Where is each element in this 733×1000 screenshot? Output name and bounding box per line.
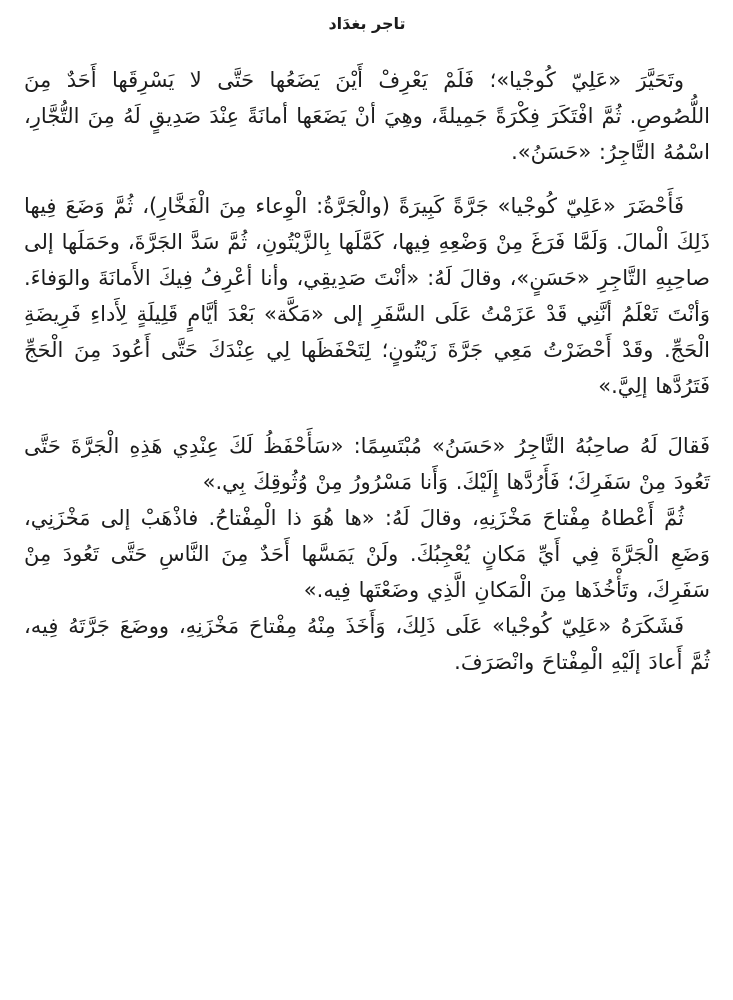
page-title: تاجر بغدَاد [328,14,406,33]
story-paragraph-2: فَأَحْضَرَ «عَلِيّ كُوجْيا» جَرَّةً كَبِيرَةً (والْجَرَّةُ: الْوِعاء مِنَ الْفَخَّارِ)، ثُمَّ وَضَعَ فِيها ذَلِكَ الْمالَ. وَلَمَّا فَرَغَ مِنْ وَضْعِهِ فِيها، كَمَّلَها بِالزَّيْتُونِ، ثُمَّ سَدَّ الجَرَّةَ، وحَمَلَها إلى صاحِبِهِ التَّاجِرِ «حَسَنٍ»، وقالَ لَهُ: «أنْتَ صَدِيقِي، وأنا أعْرِفُ فِيكَ الأَمانَةَ والوَفاءَ. وَأنْتَ تَعْلَمُ أنَّنِي قَدْ عَزَمْتُ عَلَى السَّفَرِ إلى «مَكَّة» بَعْدَ أيَّامٍ قَلِيلَةٍ لِأَداءِ فَرِيضَةِ الْحَجِّ. وقَدْ أَحْضَرْتُ مَعِي جَرَّةَ زَيْتُونٍ؛ لِتَحْفَظَها لِي عِنْدَكَ حَتَّى أَعُودَ مِنَ الْحَجِّ فَتَرُدَّها إلِيَّ.» [24,194,710,398]
story-paragraph-4: ثُمَّ أَعْطاهُ مِفْتاحَ مَخْزَنِهِ، وقالَ لَهُ: «ها هُوَ ذا الْمِفْتاحُ. فاذْهَبْ إلى مَخْزَنِي، وَضَعِ الْجَرَّةَ فِي أَيِّ مَكانٍ يُعْجِبُكَ. ولَنْ يَمَسَّها أَحَدٌ مِنَ النَّاسِ حَتَّى تَعُودَ مِنْ سَفَرِكَ، وتَأْخُذَها مِنَ الْمَكانِ الَّذِي وضَعْتَها فِيه.» [24,506,710,602]
story-body [24,62,710,680]
story-paragraph-5: فَشَكَرَهُ «عَلِيّ كُوجْيا» عَلَى ذَلِكَ، وَأَخَذَ مِنْهُ مِفْتاحَ مَخْزَنِهِ، ووضَعَ جَرَّتَهُ فِيه، ثُمَّ أَعادَ إلَيْهِ الْمِفْتاحَ وانْصَرَفَ. [24,614,710,674]
story-paragraph-3: فَقالَ لَهُ صاحِبُهُ التَّاجِرُ «حَسَنُ» مُبْتَسِمًا: «سَأَحْفَظُ لَكَ عِنْدِي هَذِهِ الْجَرَّةَ حَتَّى تَعُودَ مِنْ سَفَرِكَ؛ فَأَرُدَّها إِلَيْكَ. وَأَنا مَسْرُورُ مِنْ وُثُوقِكَ بِي.» [24,434,710,494]
story-paragraph-1: وتَحَيَّرَ «عَلِيّ كُوجْيا»؛ فَلَمْ يَعْرِفْ أَيْنَ يَضَعُها حَتَّى لا يَسْرِقَها أَحَدٌ مِنَ اللُّصُوصِ. ثُمَّ افْتَكَرَ فِكْرَةً جَمِيلةً، وهِيَ أنْ يَضَعَها أمانَةً عِنْدَ صَدِيقٍ لَهُ مِنَ التُّجَّارِ، اسْمُهُ التَّاجِرُ: «حَسَنُ». [24,68,710,164]
